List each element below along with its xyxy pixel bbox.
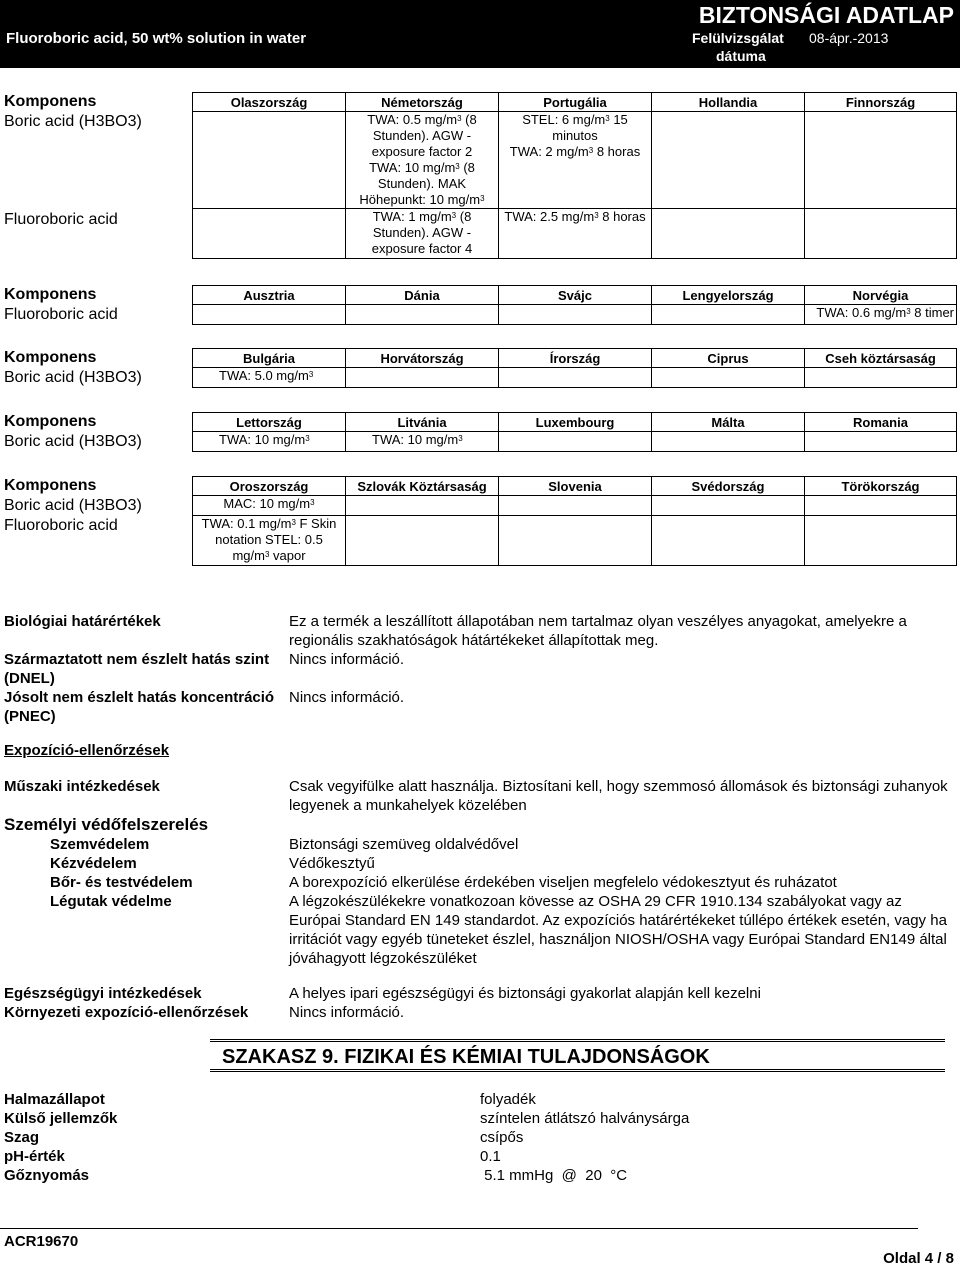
section-9-title: SZAKASZ 9. FIZIKAI ÉS KÉMIAI TULAJDONSÁGOK	[222, 1046, 710, 1068]
oel-cell: TWA: 2.5 $mg/m^3$ 8 horas	[499, 209, 652, 259]
eye-value: Biztonsági szemüveg oldalvédővel	[289, 836, 519, 853]
product-name: Fluoroboric acid, 50 wt% solution in water	[6, 30, 307, 47]
environmental-label: Környezeti expozíció-ellenőrzések	[4, 1004, 249, 1021]
oel-table	[192, 92, 957, 259]
oel-cell	[499, 516, 652, 566]
oel-cell: TWA: 0.6 $mg/m^3$ 8 timer	[805, 305, 957, 325]
oel-table-block-2	[0, 285, 960, 327]
oel-cell	[805, 112, 957, 209]
bio-value: Ez a termék a leszállított állapotában nem tartalmaz olyan veszélyes anyagokat, amelyekre a regionális szakhatóságok hátártékeket állapítottak meg.	[289, 613, 907, 649]
document-title: BIZTONSÁGI ADATLAP	[698, 2, 954, 28]
oel-table	[192, 476, 957, 566]
country-header: Ciprus	[652, 349, 805, 368]
oel-cell	[805, 516, 957, 566]
component-name: Fluoroboric acid	[4, 211, 118, 228]
oel-cell	[193, 209, 346, 259]
property-value: 5.1 mmHg @ 20 °C	[480, 1167, 628, 1184]
document-code: ACR19670	[4, 1233, 79, 1250]
property-value: színtelen átlátszó halványsárga	[480, 1110, 690, 1127]
section-9-title-box	[210, 1039, 945, 1072]
property-label: Szag	[4, 1129, 40, 1146]
oel-cell: TWA: 5.0 $mg/m^3$	[193, 368, 346, 388]
skin-label: Bőr- és testvédelem	[50, 874, 193, 891]
oel-cell	[193, 305, 346, 325]
oel-table	[192, 285, 957, 325]
oel-cell: TWA: 1 $mg/m^3$ (8 Stunden). AGW - exposure factor 4	[346, 209, 499, 259]
pnec-label: Jósolt nem észlelt hatás koncentráció (PNEC)	[4, 689, 275, 725]
oel-cell	[346, 496, 499, 516]
country-header: Lengyelország	[652, 286, 805, 305]
respiratory-label: Légutak védelme	[50, 893, 172, 910]
country-header: Ausztria	[193, 286, 346, 305]
country-header: Horvátország	[346, 349, 499, 368]
property-value: csípős	[480, 1129, 524, 1146]
country-header: Slovenia	[499, 477, 652, 496]
oel-cell: MAC: 10 $mg/m^3$	[193, 496, 346, 516]
property-label: Külső jellemzők	[4, 1110, 118, 1127]
oel-cell	[499, 368, 652, 388]
document-header	[0, 0, 960, 68]
ppe-label: Személyi védőfelszerelés	[4, 815, 209, 834]
skin-value: A borexpozíció elkerülése érdekében viseljen megfelelo védokesztyut és ruházatot	[289, 874, 837, 891]
country-header: Svájc	[499, 286, 652, 305]
country-header: Cseh köztársaság	[805, 349, 957, 368]
hygiene-label: Egészségügyi intézkedések	[4, 985, 202, 1002]
oel-table-block-5	[0, 476, 960, 566]
country-header: Írország	[499, 349, 652, 368]
oel-cell	[652, 516, 805, 566]
oel-cell	[652, 112, 805, 209]
oel-cell	[652, 305, 805, 325]
country-header: Szlovák Köztársaság	[346, 477, 499, 496]
engineering-label: Műszaki intézkedések	[4, 778, 160, 795]
oel-cell	[193, 112, 346, 209]
oel-cell	[346, 368, 499, 388]
oel-cell	[652, 496, 805, 516]
country-header: Norvégia	[805, 286, 957, 305]
country-header: Törökország	[805, 477, 957, 496]
property-value: 0.1	[480, 1148, 501, 1165]
country-header: Luxembourg	[499, 413, 652, 432]
country-header: Bulgária	[193, 349, 346, 368]
component-name: Fluoroboric acid	[4, 306, 118, 323]
component-header: Komponens	[4, 349, 97, 366]
country-header: Romania	[805, 413, 957, 432]
country-header: Portugália	[499, 93, 652, 112]
hand-value: Védőkesztyű	[289, 855, 375, 872]
oel-cell: TWA: 0.1 $mg/m^3$ F Skin notation STEL: 0.5 $mg/m^3$ vapor	[193, 516, 346, 566]
country-header: Hollandia	[652, 93, 805, 112]
oel-cell	[652, 432, 805, 452]
pnec-value: Nincs információ.	[289, 689, 405, 706]
component-header: Komponens	[4, 286, 97, 303]
oel-cell: TWA: 10 $mg/m^3$	[193, 432, 346, 452]
exposure-controls-section	[4, 741, 956, 1026]
country-header: Németország	[346, 93, 499, 112]
revision-label-2: dátuma	[716, 48, 766, 64]
eye-label: Szemvédelem	[50, 836, 150, 853]
oel-cell	[652, 209, 805, 259]
oel-table-block-3	[0, 348, 960, 390]
exposure-heading: Expozíció-ellenőrzések	[4, 742, 170, 759]
footer-rule	[0, 1228, 918, 1229]
hand-label: Kézvédelem	[50, 855, 137, 872]
property-label: Gőznyomás	[4, 1167, 90, 1184]
oel-cell	[499, 305, 652, 325]
physical-properties	[4, 1090, 956, 1190]
component-name: Fluoroboric acid	[4, 517, 118, 534]
dnel-value: Nincs információ.	[289, 651, 405, 668]
oel-cell	[805, 368, 957, 388]
oel-cell	[499, 496, 652, 516]
oel-cell: TWA: 10 $mg/m^3$	[346, 432, 499, 452]
component-header: Komponens	[4, 93, 97, 110]
country-header: Lettország	[193, 413, 346, 432]
component-name: Boric acid (H3BO3)	[4, 369, 142, 386]
oel-cell	[346, 305, 499, 325]
dnel-label: Származtatott nem észlelt hatás szint (DNEL)	[4, 651, 270, 687]
country-header: Málta	[652, 413, 805, 432]
oel-cell	[346, 516, 499, 566]
component-name: Boric acid (H3BO3)	[4, 113, 142, 130]
component-name: Boric acid (H3BO3)	[4, 433, 142, 450]
component-header: Komponens	[4, 413, 97, 430]
oel-cell	[805, 209, 957, 259]
oel-cell	[805, 496, 957, 516]
hygiene-value: A helyes ipari egészségügyi és biztonsági gyakorlat alapján kell kezelni	[289, 985, 761, 1002]
oel-cell	[805, 432, 957, 452]
oel-cell: STEL: 6 $mg/m^3$ 15 minutos TWA: 2 $mg/m^3$ 8 horas	[499, 112, 652, 209]
component-header: Komponens	[4, 477, 97, 494]
oel-table	[192, 412, 957, 452]
country-header: Dánia	[346, 286, 499, 305]
country-header: Olaszország	[193, 93, 346, 112]
oel-cell	[652, 368, 805, 388]
property-value: folyadék	[480, 1091, 536, 1108]
oel-cell: TWA: 0.5 $mg/m^3$ (8 Stunden). AGW - exposure factor 2 TWA: 10 $mg/m^3$ (8 Stunden). MAK Höhepunkt: 10 $mg/m^3$	[346, 112, 499, 209]
country-header: Oroszország	[193, 477, 346, 496]
property-label: Halmazállapot	[4, 1091, 105, 1108]
engineering-value: Csak vegyifülke alatt használja. Biztosítani kell, hogy szemmosó állomások és biztonsági zuhanyok legyenek a munkahelyek közelében	[289, 778, 948, 814]
oel-table	[192, 348, 957, 388]
country-header: Finnország	[805, 93, 957, 112]
biological-limits-section	[4, 612, 956, 727]
oel-table-block-4	[0, 412, 960, 454]
page-number: Oldal 4 / 8	[883, 1250, 954, 1267]
oel-cell	[499, 432, 652, 452]
country-header: Litvánia	[346, 413, 499, 432]
oel-table-block-1	[0, 92, 960, 262]
property-label: pH-érték	[4, 1148, 65, 1165]
revision-date: 08-ápr.-2013	[809, 30, 889, 46]
respiratory-value: A légzokészülékekre vonatkozoan kövesse az OSHA 29 CFR 1910.134 szabályokat vagy az Európai Standard EN 149 standardot. Az expozíciós határértékeket túllépo értékek esetén, vagy ha irritációt vagy egyéb tüneteket észlel, használjon NIOSH/OSHA vagy Európai Standard EN149 által jóváhagyott légzokészüléket	[289, 893, 947, 967]
bio-label: Biológiai határértékek	[4, 613, 161, 630]
revision-label: Felülvizsgálat	[692, 30, 784, 46]
component-name: Boric acid (H3BO3)	[4, 497, 142, 514]
country-header: Svédország	[652, 477, 805, 496]
environmental-value: Nincs információ.	[289, 1004, 405, 1021]
